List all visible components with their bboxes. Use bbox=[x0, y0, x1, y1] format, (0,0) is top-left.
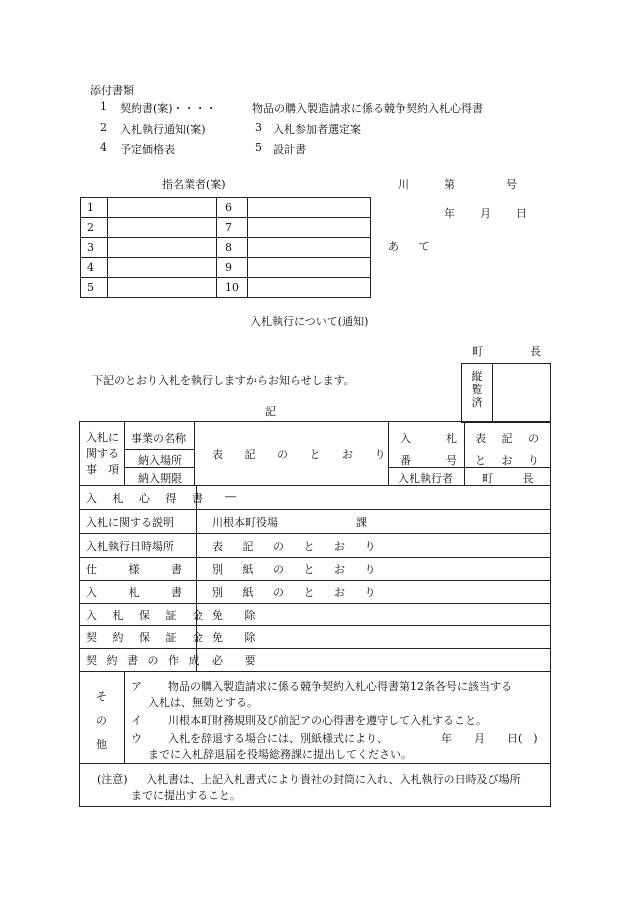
row-value-5: 免 除 bbox=[212, 609, 256, 622]
vendor-cell bbox=[108, 258, 217, 278]
attachment-num-3: 3 bbox=[255, 121, 262, 134]
other-item-mark-u: ウ bbox=[131, 732, 142, 745]
vendor-num: 8 bbox=[217, 238, 248, 258]
attachment-item-2: 入札執行通知(案) bbox=[120, 123, 206, 136]
approval-stamp-label: 縦覧済 bbox=[471, 370, 483, 409]
vendor-cell bbox=[108, 238, 217, 258]
mayor-chief: 長 bbox=[530, 345, 541, 358]
notice-title: 入札執行について(通知) bbox=[250, 315, 369, 328]
doc-dai: 第 bbox=[444, 178, 455, 191]
vendor-num: 4 bbox=[81, 258, 108, 278]
row-value-4: 別 紙 の と お り bbox=[212, 586, 384, 599]
bid-number-value-2: と お り bbox=[475, 454, 545, 467]
attachment-num-2: 2 bbox=[100, 121, 107, 134]
row-value-0: ― bbox=[225, 490, 236, 503]
bid-number-label-2: 札 bbox=[446, 432, 457, 445]
bid-number-label-3: 番 bbox=[400, 454, 411, 467]
note-label: (注意) bbox=[97, 773, 128, 786]
vendor-cell bbox=[108, 278, 217, 298]
other-item-text-a: 物品の購入製造請求に係る競争契約入札心得書第12条各号に該当する bbox=[168, 680, 512, 693]
vendor-cell bbox=[248, 238, 371, 258]
row-label-5: 入 札 保 証 金 bbox=[86, 609, 209, 622]
row-label-2: 入札執行日時場所 bbox=[86, 540, 174, 553]
row-value-1: 川根本町役場 bbox=[212, 516, 278, 529]
executor-value: 町 長 bbox=[482, 472, 534, 485]
row-value-3: 別 紙 の と お り bbox=[212, 563, 384, 576]
left-group-line-2: 関する bbox=[86, 447, 119, 460]
attachment-item-3: 入札参加者選定案 bbox=[273, 123, 361, 136]
note-text: 入札書は、上記入札書式により貴社の封筒に入れ、入札執行の日時及び場所 bbox=[146, 773, 521, 786]
row-value-2: 表 記 の と お り bbox=[212, 540, 384, 553]
vendor-num: 1 bbox=[81, 198, 108, 218]
vendor-list-title: 指名業者(案) bbox=[162, 178, 226, 191]
left-group-line-3: 事 項 bbox=[86, 463, 119, 476]
vendor-num: 5 bbox=[81, 278, 108, 298]
attachment-num-4: 4 bbox=[100, 141, 107, 154]
date-day: 日 bbox=[516, 207, 527, 220]
other-label-1: そ bbox=[96, 690, 107, 703]
row-label-7: 契 約 書 の 作 成 bbox=[86, 654, 203, 667]
vendor-num: 9 bbox=[217, 258, 248, 278]
vendor-cell bbox=[108, 218, 217, 238]
doc-go: 号 bbox=[506, 178, 517, 191]
row-value-7: 必 要 bbox=[212, 654, 256, 667]
vendor-table bbox=[80, 197, 371, 298]
vendor-num: 7 bbox=[217, 218, 248, 238]
row-label-6: 契 約 保 証 金 bbox=[86, 631, 209, 644]
attachment-item-5: 設計書 bbox=[273, 143, 306, 156]
row-label-3: 仕 様 書 bbox=[86, 563, 182, 576]
date-month: 月 bbox=[480, 207, 491, 220]
other-item-date-u: 年 月 日( ) bbox=[441, 732, 538, 745]
doc-prefix: 川 bbox=[398, 178, 409, 191]
note-text-2: までに提出すること。 bbox=[131, 789, 241, 802]
other-item-text-a2: 入札は、無効とする。 bbox=[148, 696, 258, 709]
addressee: あ て bbox=[388, 240, 438, 253]
executor-label: 入札執行者 bbox=[398, 472, 453, 485]
vendor-num: 2 bbox=[81, 218, 108, 238]
date-year: 年 bbox=[444, 207, 455, 220]
header-as-above: 表 記 の と お り bbox=[212, 448, 395, 461]
attachment-item-1: 契約書(案)・・・・ bbox=[120, 102, 217, 115]
intro-text: 下記のとおり入札を執行しますからお知らせします。 bbox=[92, 374, 355, 387]
vendor-cell bbox=[248, 218, 371, 238]
row-suffix-1: 課 bbox=[356, 516, 367, 529]
project-name-label: 事業の名称 bbox=[131, 432, 186, 445]
mayor-town: 町 bbox=[472, 345, 483, 358]
bid-number-value-1: 表 記 の bbox=[475, 432, 545, 445]
row-value-6: 免 除 bbox=[212, 631, 256, 644]
attachment-item-4: 予定価格表 bbox=[120, 143, 175, 156]
other-item-text-i: 川根本町財務規則及び前記アの心得書を遵守して入札すること。 bbox=[168, 714, 487, 727]
other-label-3: 他 bbox=[96, 738, 107, 751]
row-label-1: 入札に関する説明 bbox=[86, 516, 174, 529]
other-item-mark-i: イ bbox=[131, 714, 142, 727]
bid-number-label-4: 号 bbox=[446, 454, 457, 467]
other-item-text-u2: までに入札辞退届を役場総務課に提出してください。 bbox=[148, 748, 412, 761]
left-group-line-1: 入札に bbox=[86, 431, 119, 444]
vendor-cell bbox=[248, 198, 371, 218]
row-label-4: 入 札 書 bbox=[86, 586, 182, 599]
row-label-0: 入 札 心 得 書 bbox=[86, 492, 209, 505]
bid-number-label-1: 入 bbox=[400, 432, 411, 445]
delivery-deadline-label: 納入期限 bbox=[138, 472, 182, 485]
vendor-cell bbox=[248, 278, 371, 298]
attachment-num-5: 5 bbox=[255, 141, 262, 154]
attachment-item-1-extra: 物品の購入製造請求に係る競争契約入札心得書 bbox=[252, 102, 483, 115]
ki-label: 記 bbox=[265, 405, 276, 418]
vendor-num: 6 bbox=[217, 198, 248, 218]
vendor-cell bbox=[248, 258, 371, 278]
vendor-cell bbox=[108, 198, 217, 218]
attachments-title: 添付書類 bbox=[90, 84, 134, 97]
other-item-mark-a: ア bbox=[131, 680, 142, 693]
delivery-place-label: 納入場所 bbox=[138, 454, 182, 467]
vendor-num: 3 bbox=[81, 238, 108, 258]
other-item-text-u: 入札を辞退する場合には、別紙様式により、 bbox=[168, 732, 388, 745]
other-label-2: の bbox=[96, 714, 107, 727]
attachment-num-1: 1 bbox=[100, 100, 107, 113]
vendor-num: 10 bbox=[217, 278, 248, 298]
